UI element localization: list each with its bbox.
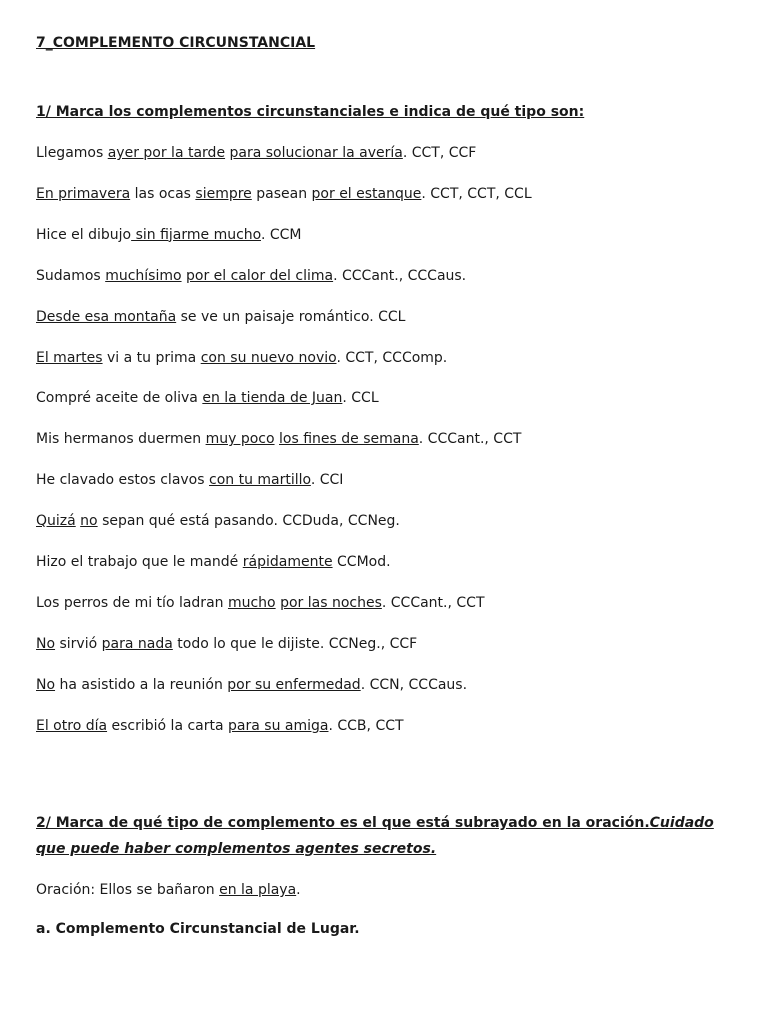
sentence-text: . CCT, CCComp.: [336, 349, 448, 366]
exercise-2-answer: a. Complemento Circunstancial de Lugar.: [36, 921, 360, 937]
sentence-text: escribió la carta: [107, 717, 229, 734]
sentence-line: [36, 389, 379, 407]
underlined-complement: con tu martillo: [209, 472, 311, 489]
sentence-line: [36, 185, 532, 203]
sentence-line: [36, 635, 417, 653]
sentence-line: [36, 512, 400, 530]
sentence-text: . CCCant., CCT: [381, 594, 485, 611]
underlined-complement: por el calor del clima: [186, 267, 334, 284]
underlined-complement: muy poco: [205, 431, 275, 448]
underlined-complement: mucho: [227, 594, 276, 611]
underlined-complement: en la playa: [219, 882, 297, 898]
sentence-text: sepan qué está pasando. CCDuda, CCNeg.: [97, 513, 400, 530]
underlined-complement: No: [36, 676, 56, 693]
sentence-text: Compré aceite de oliva: [36, 390, 203, 407]
sentence-text: Hice el dibujo: [36, 226, 132, 243]
underlined-complement: para solucionar la avería: [229, 145, 403, 161]
sentence-text: las ocas: [130, 185, 196, 202]
sentence-line: [36, 430, 521, 448]
underlined-complement: en la tienda de Juan: [202, 390, 343, 407]
sentence-text: . CCCant., CCT: [418, 431, 522, 448]
underlined-complement: los fines de semana: [279, 431, 419, 448]
underlined-complement: por el estanque: [311, 185, 422, 202]
sentence-line: [36, 676, 467, 694]
underlined-complement: con su nuevo novio: [200, 349, 337, 366]
underlined-complement: Quizá: [36, 513, 76, 530]
sentence-text: Oración: Ellos se bañaron: [36, 882, 220, 898]
exercise-2-heading-text: 2/ Marca de qué tipo de complemento es el que está subrayado en la oración.: [36, 815, 650, 831]
sentence-text: vi a tu prima: [102, 349, 201, 366]
sentence-text: . CCT, CCT, CCL: [421, 185, 532, 202]
sentence-text: ha asistido a la reunión: [55, 676, 228, 693]
underlined-complement: por su enfermedad: [227, 676, 361, 693]
sentence-text: . CCI: [310, 472, 344, 489]
sentence-line: [36, 471, 343, 489]
sentence-text: . CCCant., CCCaus.: [333, 267, 467, 284]
sentence-text: . CCT, CCF: [402, 145, 477, 161]
sentence-line: [36, 267, 466, 285]
sentence-text: . CCB, CCT: [328, 717, 404, 734]
sentence-text: He clavado estos clavos: [36, 472, 209, 489]
underlined-complement: siempre: [195, 185, 252, 202]
sentence-text: Hizo el trabajo que le mandé: [36, 554, 243, 570]
sentence-line: [36, 717, 404, 735]
sentence-text: Sudamos: [36, 267, 106, 284]
underlined-complement: Desde esa montaña: [36, 308, 177, 325]
underlined-complement: por las noches: [280, 594, 382, 611]
sentence-line: [36, 144, 476, 162]
document-title: 7_COMPLEMENTO CIRCUNSTANCIAL: [36, 35, 316, 51]
sentence-text: Llegamos: [36, 145, 108, 161]
sentence-text: pasean: [251, 185, 312, 202]
sentence-text: se ve un paisaje romántico. CCL: [176, 308, 406, 325]
sentence-text: . CCM: [260, 226, 302, 243]
sentence-text: . CCL: [342, 390, 379, 407]
sentence-line: [36, 349, 447, 367]
sentence-text: sirvió: [55, 635, 102, 652]
sentence-text: CCMod.: [332, 554, 391, 570]
underlined-complement: para su amiga: [228, 717, 329, 734]
underlined-complement: El martes: [36, 349, 103, 366]
sentence-line: [36, 308, 405, 326]
sentence-text: Los perros de mi tío ladran: [36, 594, 228, 611]
underlined-complement: rápidamente: [242, 554, 333, 570]
underlined-complement: En primavera: [36, 185, 131, 202]
underlined-complement: El otro día: [36, 717, 108, 734]
sentence-line: [36, 226, 302, 244]
sentence-text: . CCN, CCCaus.: [360, 676, 468, 693]
sentence-text: .: [296, 882, 301, 898]
sentence-text: Mis hermanos duermen: [36, 431, 206, 448]
exercise-2-heading-note: Cuidado que puede haber complementos agentes secretos.: [36, 815, 714, 857]
exercise-2-sentence: [36, 881, 301, 899]
underlined-complement: sin fijarme mucho: [131, 226, 261, 243]
underlined-complement: No: [36, 635, 56, 652]
underlined-complement: no: [80, 513, 98, 530]
underlined-complement: para nada: [101, 635, 173, 652]
exercise-2-heading: [36, 810, 726, 862]
sentence-line: [36, 553, 391, 571]
underlined-complement: muchísimo: [105, 267, 182, 284]
exercise-1-heading: 1/ Marca los complementos circunstanciales e indica de qué tipo son:: [36, 104, 585, 120]
underlined-complement: ayer por la tarde: [107, 145, 226, 161]
sentence-text: todo lo que le dijiste. CCNeg., CCF: [172, 635, 418, 652]
sentence-line: [36, 594, 485, 612]
